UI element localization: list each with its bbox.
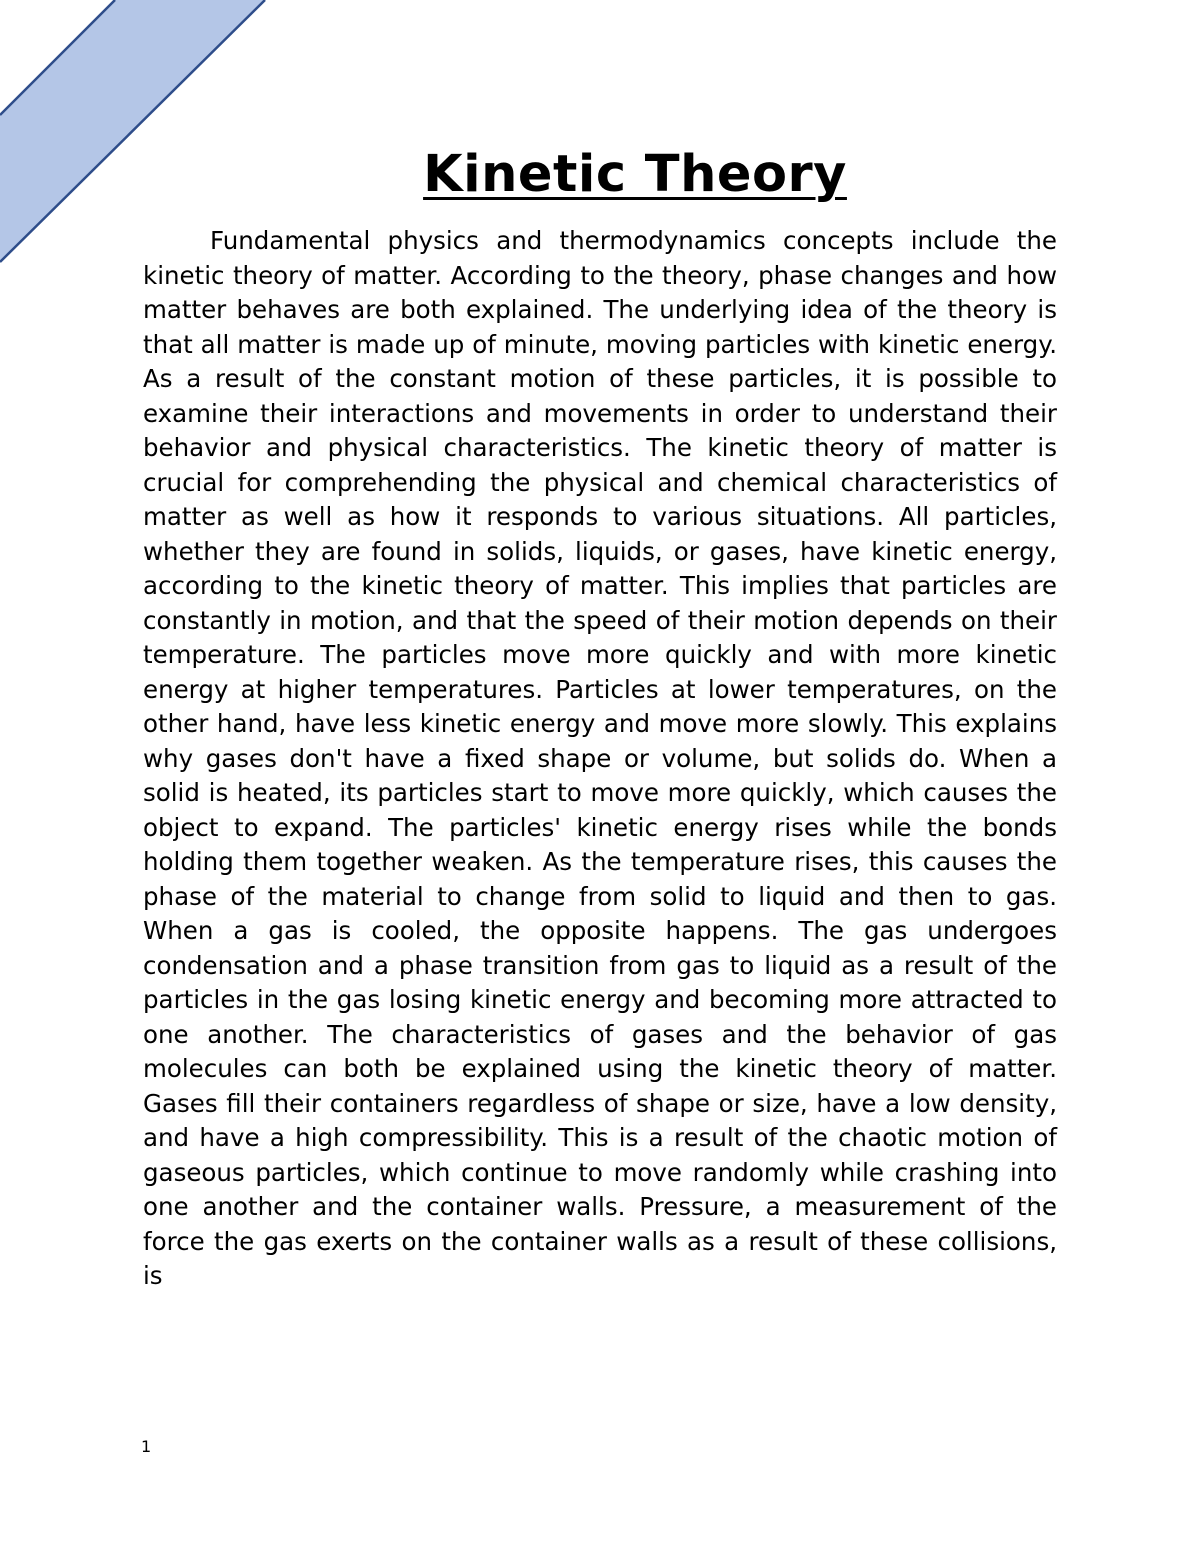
document-title: Kinetic Theory [423, 145, 847, 204]
page-number: 1 [141, 1437, 152, 1456]
body-paragraph: Fundamental physics and thermodynamics concepts include the kinetic theory of matter. According to the theory, phase changes and how matter behaves are both explained. The underlying idea of the theory is that all matter is made up of minute, moving particles with kinetic energy. As a result of the constant motion of these particles, it is possible to examine their interactions and movements in order to understand their behavior and physical characteristics. The kinetic theory of matter is crucial for comprehending the physical and chemical characteristics of matter as well as how it responds to various situations. All particles, whether they are found in solids, liquids, or gases, have kinetic energy, according to the kinetic theory of matter. This implies that particles are constantly in motion, and that the speed of their motion depends on their temperature. The particles move more quickly and with more kinetic energy at higher temperatures. Particles at lower temperatures, on the other hand, have less kinetic energy and move more slowly. This explains why gases don't have a fixed shape or volume, but solids do. When a solid is heated, its particles start to move more quickly, which causes the object to expand. The particles' kinetic energy rises while the bonds holding them together weaken. As the temperature rises, this causes the phase of the material to change from solid to liquid and then to gas. When a gas is cooled, the opposite happens. The gas undergoes condensation and a phase transition from gas to liquid as a result of the particles in the gas losing kinetic energy and becoming more attracted to one another. The characteristics of gases and the behavior of gas molecules can both be explained using the kinetic theory of matter. Gases fill their containers regardless of shape or size, have a low density, and have a high compressibility. This is a result of the chaotic motion of gaseous particles, which continue to move randomly while crashing into one another and the container walls. Pressure, a measurement of the force the gas exerts on the container walls as a result of these collisions, is [143, 226, 1057, 1290]
